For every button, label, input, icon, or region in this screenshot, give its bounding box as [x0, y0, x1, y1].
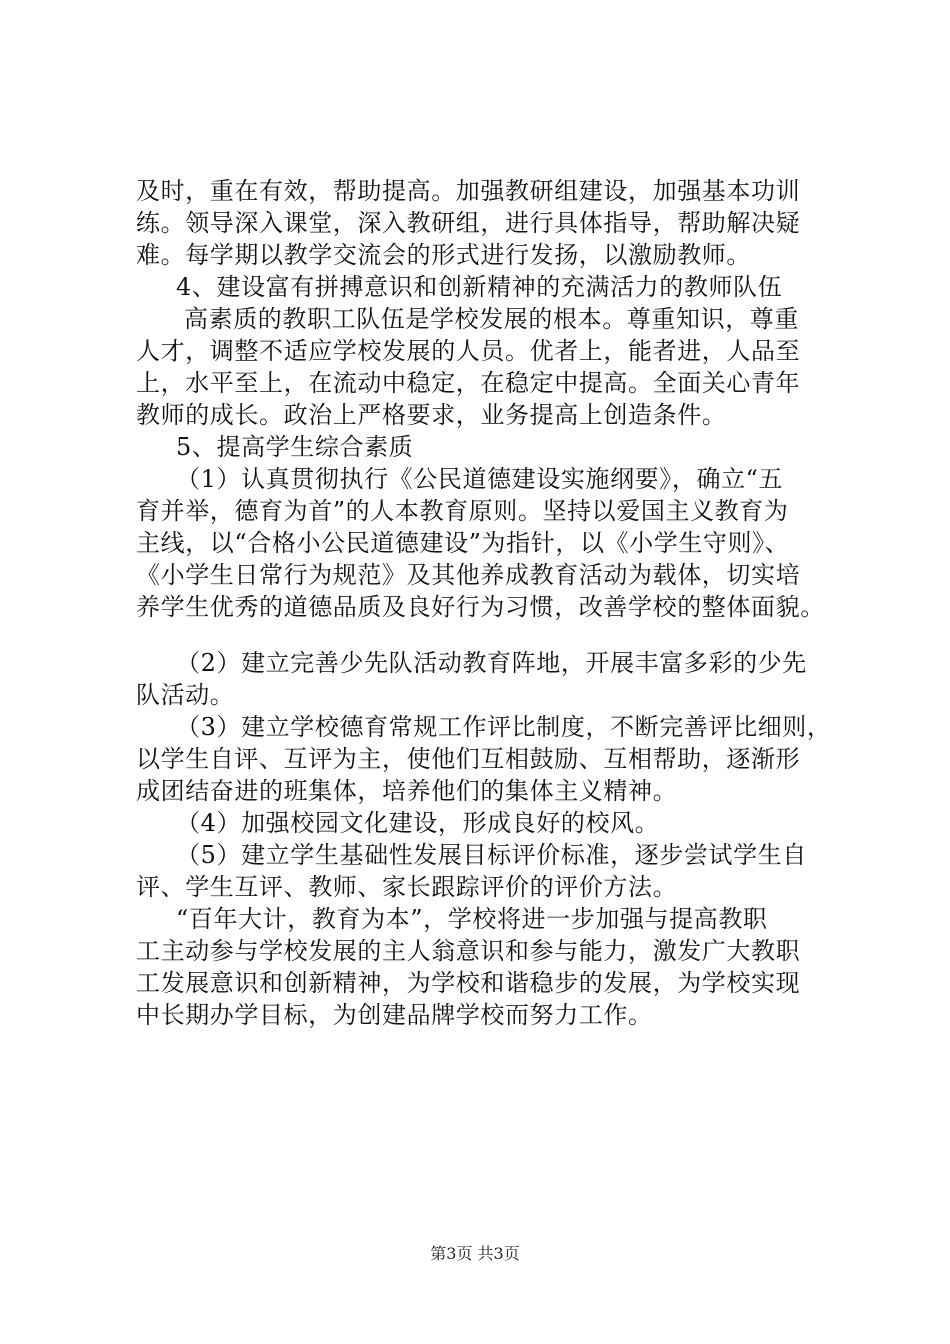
text-line: 难。每学期以教学交流会的形式进行发扬，以激励教师。 — [136, 241, 751, 269]
text-line: （2）建立完善少先队活动教育阵地，开展丰富多彩的少先 — [176, 649, 807, 677]
text-line: “百年大计，教育为本”，学校将进一步加强与提高教职 — [176, 905, 768, 933]
page-number-footer: 第3页 共3页 — [430, 1244, 520, 1263]
text-line: 中长期办学目标，为创建品牌学校而努力工作。 — [136, 1001, 653, 1029]
text-line: （3）建立学校德育常规工作评比制度，不断完善评比细则， — [176, 713, 832, 741]
text-line: 教师的成长。政治上严格要求，业务提高上创造条件。 — [136, 401, 727, 429]
text-line: 高素质的教职工队伍是学校发展的根本。尊重知识，尊重 — [184, 305, 799, 333]
text-line: 上，水平至上，在流动中稳定，在稳定中提高。全面关心青年 — [136, 369, 801, 397]
text-line: 评、学生互评、教师、家长跟踪评价的评价方法。 — [136, 873, 678, 901]
text-line: 以学生自评、互评为主，使他们互相鼓励、互相帮助，逐渐形 — [136, 745, 801, 773]
text-line: （4）加强校园文化建设，形成良好的校风。 — [176, 809, 660, 837]
text-line: 人才，调整不适应学校发展的人员。优者上，能者进，人品至 — [136, 337, 801, 365]
text-line: （5）建立学生基础性发展目标评价标准，逐步尝试学生自 — [176, 841, 807, 869]
text-line: 养学生优秀的道德品质及良好行为习惯，改善学校的整体面貌。 — [136, 593, 825, 621]
text-line: 工主动参与学校发展的主人翁意识和参与能力，激发广大教职 — [136, 937, 801, 965]
section-heading: 5、提高学生综合素质 — [176, 433, 414, 461]
section-heading: 4、建设富有拼搏意识和创新精神的充满活力的教师队伍 — [176, 273, 783, 301]
text-line: 《小学生日常行为规范》及其他养成教育活动为载体，切实培 — [136, 561, 801, 589]
text-line: 及时，重在有效，帮助提高。加强教研组建设，加强基本功训 — [136, 177, 801, 205]
text-line: 工发展意识和创新精神，为学校和谐稳步的发展，为学校实现 — [136, 969, 801, 997]
text-line: 主线，以“合格小公民道德建设”为指针，以《小学生守则》、 — [136, 529, 790, 557]
text-line: 成团结奋进的班集体，培养他们的集体主义精神。 — [136, 777, 678, 805]
text-line: （1）认真贯彻执行《公民道德建设实施纲要》，确立“五 — [176, 465, 784, 493]
text-line: 练。领导深入课堂，深入教研组，进行具体指导，帮助解决疑 — [136, 209, 801, 237]
text-line: 队活动。 — [136, 681, 235, 709]
text-line: 育并举，德育为首”的人本教育原则。坚持以爱国主义教育为 — [136, 497, 789, 525]
